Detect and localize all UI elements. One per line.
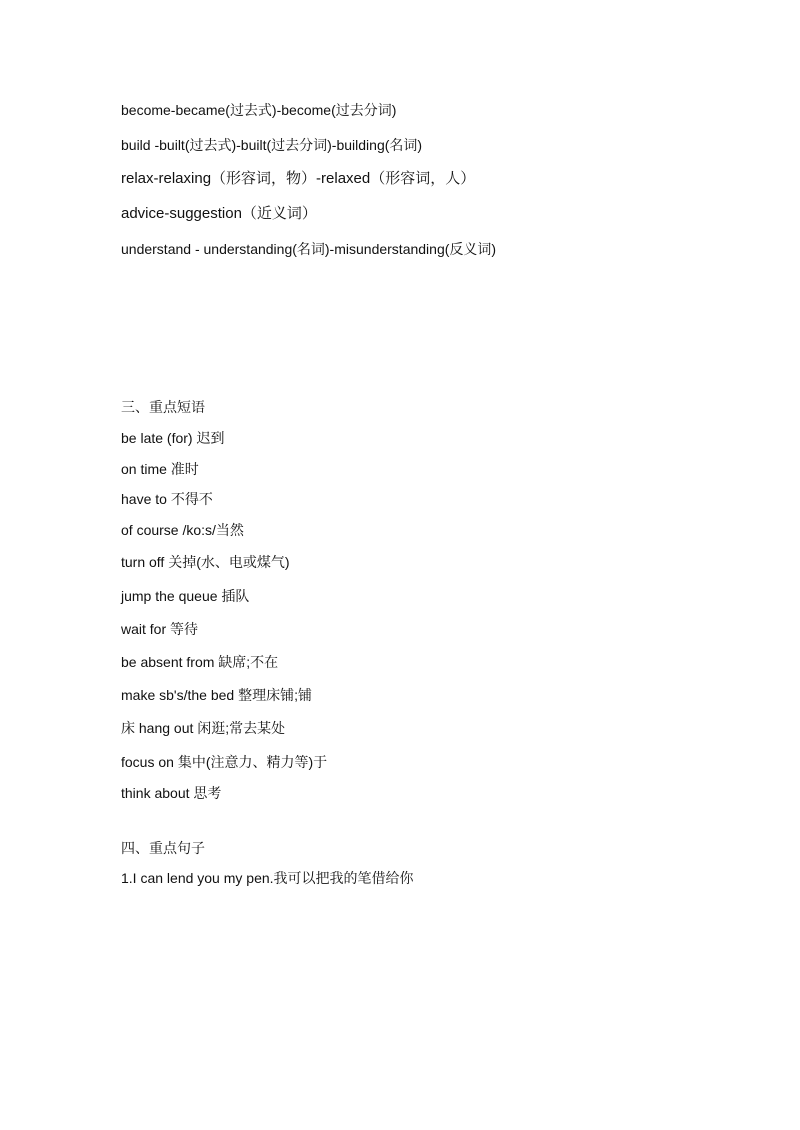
phrase-item: wait for 等待 (121, 621, 199, 637)
phrase-item: 床 hang out 闲逛;常去某处 (121, 720, 286, 736)
section-3-heading: 三、重点短语 (121, 399, 205, 415)
word-form-become: become-became(过去式)-become(过去分词) (121, 102, 397, 118)
word-form-relax: relax-relaxing（形容词，物）-relaxed（形容词，人） (121, 170, 476, 187)
phrase-item: have to 不得不 (121, 491, 213, 507)
word-form-advice: advice-suggestion（近义词） (121, 205, 317, 222)
section-4-heading: 四、重点句子 (121, 840, 205, 856)
phrase-item: jump the queue 插队 (121, 588, 250, 604)
phrase-item: think about 思考 (121, 785, 222, 801)
word-form-understand: understand - understanding(名词)-misunderstanding(反义词) (121, 241, 497, 257)
sentence-item: 1.I can lend you my pen.我可以把我的笔借给你 (121, 870, 414, 886)
word-form-build: build -built(过去式)-built(过去分词)-building(名词) (121, 137, 423, 153)
phrase-item: be absent from 缺席;不在 (121, 654, 279, 670)
phrase-item: of course /ko:s/当然 (121, 522, 244, 538)
phrase-item: focus on 集中(注意力、精力等)于 (121, 754, 328, 770)
phrase-item: on time 准时 (121, 461, 199, 477)
phrase-item: be late (for) 迟到 (121, 430, 225, 446)
phrase-item: make sb's/the bed 整理床铺;铺 (121, 687, 312, 703)
phrase-item: turn off 关掉(水、电或煤气) (121, 554, 290, 570)
